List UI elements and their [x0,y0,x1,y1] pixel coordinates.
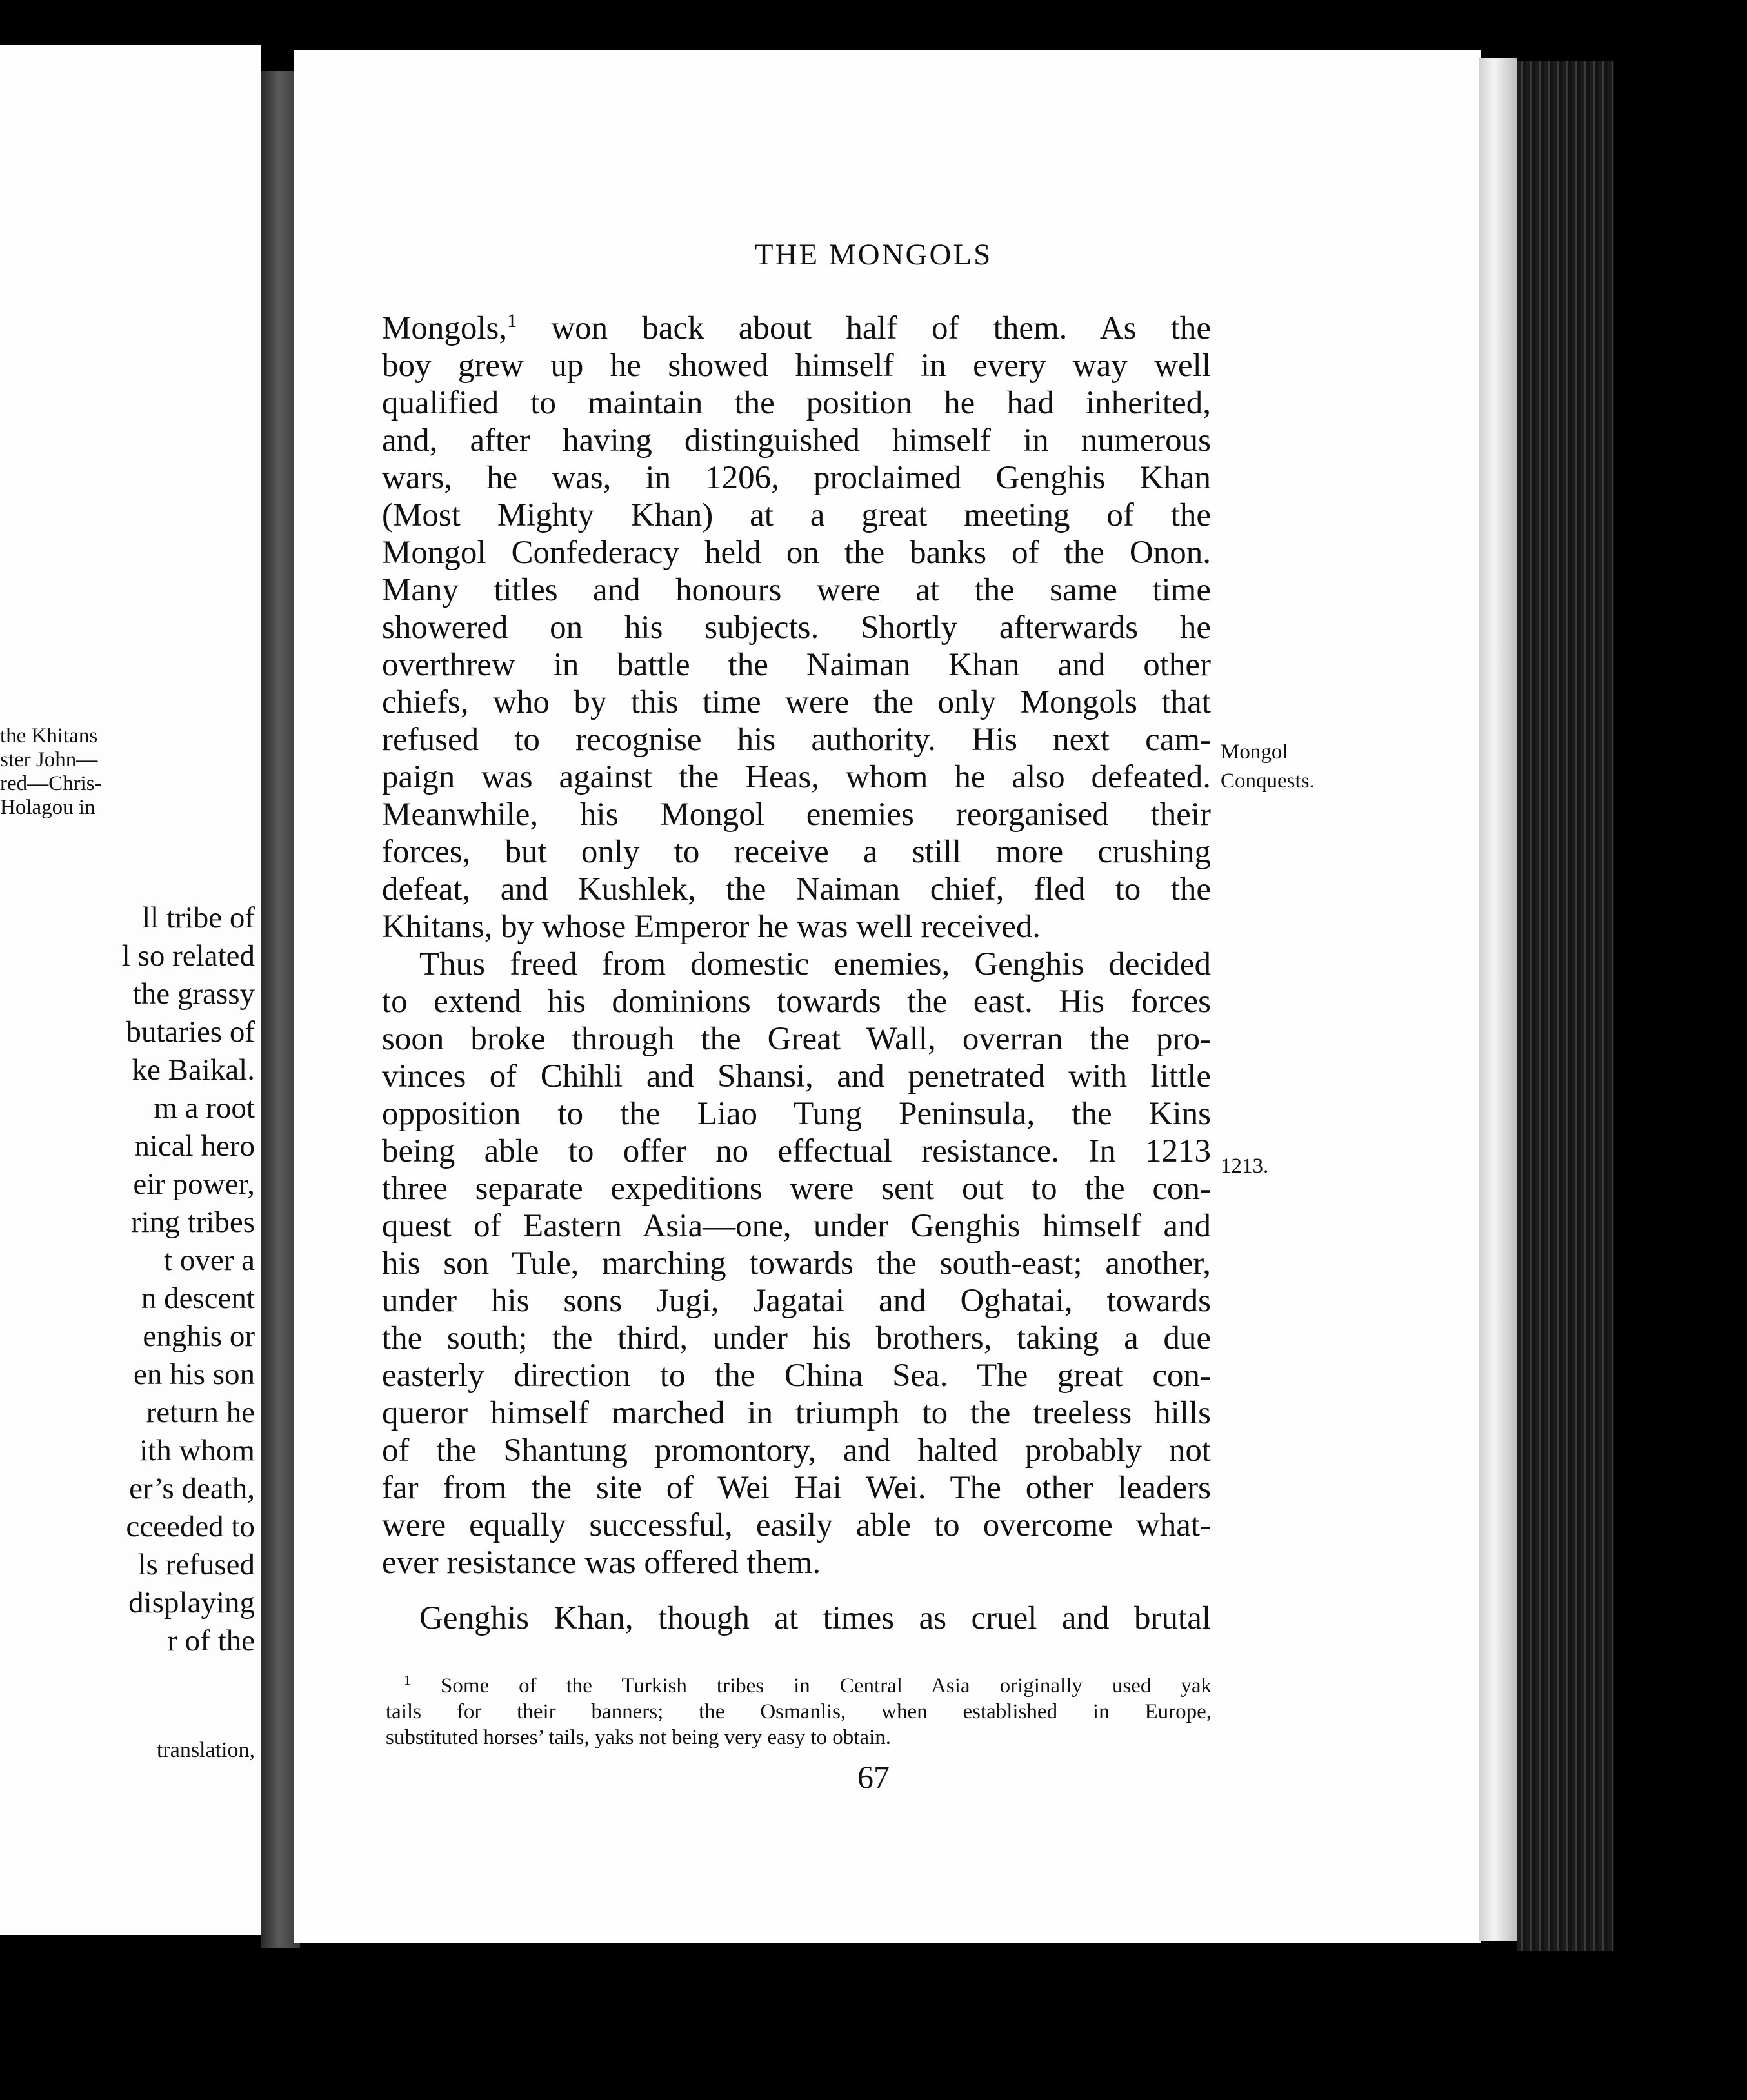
left-text-line: en his son [134,1358,255,1391]
left-text-line: the grassy [132,977,255,1011]
margin-note-year: 1213. [1221,1154,1269,1178]
footnote-reference: 1 [507,310,517,332]
body-line: being able to offer no effectual resistance. In 1213 [382,1133,1211,1169]
body-line: of the Shantung promontory, and halted probably not [382,1432,1211,1469]
left-text-line: eir power, [133,1167,255,1201]
margin-note-mongol: Mongol [1221,740,1288,764]
body-line: (Most Mighty Khan) at a great meeting of the [382,497,1211,533]
footnote-line: tails for their banners; the Osmanlis, when established in Europe, [386,1700,1212,1723]
left-text-line: ll tribe of [142,901,255,935]
body-line: qualified to maintain the position he had inherited, [382,385,1211,421]
page-edge [1479,58,1517,1941]
left-text-line: m a root [154,1091,255,1125]
body-line: defeat, and Kushlek, the Naiman chief, fled to the [382,871,1211,907]
body-line: under his sons Jugi, Jagatai and Oghatai, towards [382,1283,1211,1319]
page-number: 67 [857,1759,890,1795]
body-line: chiefs, who by this time were the only Mongols that [382,684,1211,720]
body-line: opposition to the Liao Tung Peninsula, the Kins [382,1096,1211,1132]
body-line: quest of Eastern Asia—one, under Genghis himself and [382,1208,1211,1244]
footnote-text: Some of the Turkish tribes in Central Asia originally used yak [411,1674,1212,1698]
left-text-line: displaying [128,1586,255,1620]
left-text-line: ith whom [139,1434,255,1467]
body-line: soon broke through the Great Wall, overran the pro- [382,1021,1211,1057]
body-line: to extend his dominions towards the east. His forces [382,984,1211,1020]
body-line: showered on his subjects. Shortly afterwards he [382,609,1211,646]
left-text-line: n descent [141,1282,255,1315]
previous-page [0,45,261,1935]
left-text-line: ring tribes [131,1205,255,1239]
body-line: far from the site of Wei Hai Wei. The other leaders [382,1470,1211,1506]
footnote-line [386,1673,1212,1699]
body-line: refused to recognise his authority. His next cam- [382,722,1211,758]
left-text-line: butaries of [126,1015,255,1049]
left-text-line: l so related [121,939,255,973]
left-text-line: r of the [167,1624,255,1658]
body-line: and, after having distinguished himself in numerous [382,422,1211,459]
body-line: Khitans, by whose Emperor he was well received. [382,909,1041,945]
body-line: easterly direction to the China Sea. The great con- [382,1358,1211,1394]
left-footnote-fragment: translation, [156,1738,255,1762]
left-text-line: ke Baikal. [132,1053,255,1087]
body-line: queror himself marched in triumph to the treeless hills [382,1395,1211,1431]
left-side-note-line: ster John— [0,748,98,771]
body-line: Thus freed from domestic enemies, Genghis decided [419,946,1211,982]
body-line: boy grew up he showed himself in every way well [382,348,1211,384]
left-text-line: er’s death, [129,1472,255,1505]
running-head: THE MONGOLS [754,238,993,272]
left-text-line: return he [146,1396,255,1429]
left-side-note-line: Holagou in [0,796,95,819]
body-line: Genghis Khan, though at times as cruel and brutal [419,1600,1211,1636]
body-line: his son Tule, marching towards the south-east; another, [382,1245,1211,1282]
margin-note-conquests: Conquests. [1221,769,1315,793]
left-side-note-line: red—Chris- [0,772,102,795]
body-first-line-rest: won back about half of them. As the [517,310,1211,346]
book-fore-edge [1517,61,1614,1951]
body-line [382,310,1211,347]
body-line: ever resistance was offered them. [382,1545,821,1581]
footnote-line: substituted horses’ tails, yaks not being very easy to obtain. [386,1726,892,1749]
body-line: three separate expeditions were sent out to the con- [382,1171,1211,1207]
left-side-note-line: the Khitans [0,724,98,748]
body-line: Many titles and honours were at the same time [382,572,1211,608]
left-text-line: cceeded to [126,1510,255,1543]
body-line: paign was against the Heas, whom he also defeated. [382,759,1211,795]
left-text-line: t over a [164,1243,255,1277]
body-line: wars, he was, in 1206, proclaimed Genghis Khan [382,460,1211,496]
body-line: vinces of Chihli and Shansi, and penetrated with little [382,1058,1211,1095]
body-line: were equally successful, easily able to overcome what- [382,1507,1211,1543]
body-line: Meanwhile, his Mongol enemies reorganised their [382,797,1211,833]
footnote-mark: 1 [404,1672,411,1688]
left-text-line: ls refused [137,1548,255,1581]
body-line: overthrew in battle the Naiman Khan and other [382,647,1211,683]
body-line: forces, but only to receive a still more crushing [382,834,1211,870]
left-text-line: nical hero [134,1129,255,1163]
body-line: the south; the third, under his brothers, taking a due [382,1320,1211,1356]
body-first-word: Mongols, [382,310,508,346]
body-line: Mongol Confederacy held on the banks of the Onon. [382,535,1211,571]
left-text-line: enghis or [143,1320,255,1353]
